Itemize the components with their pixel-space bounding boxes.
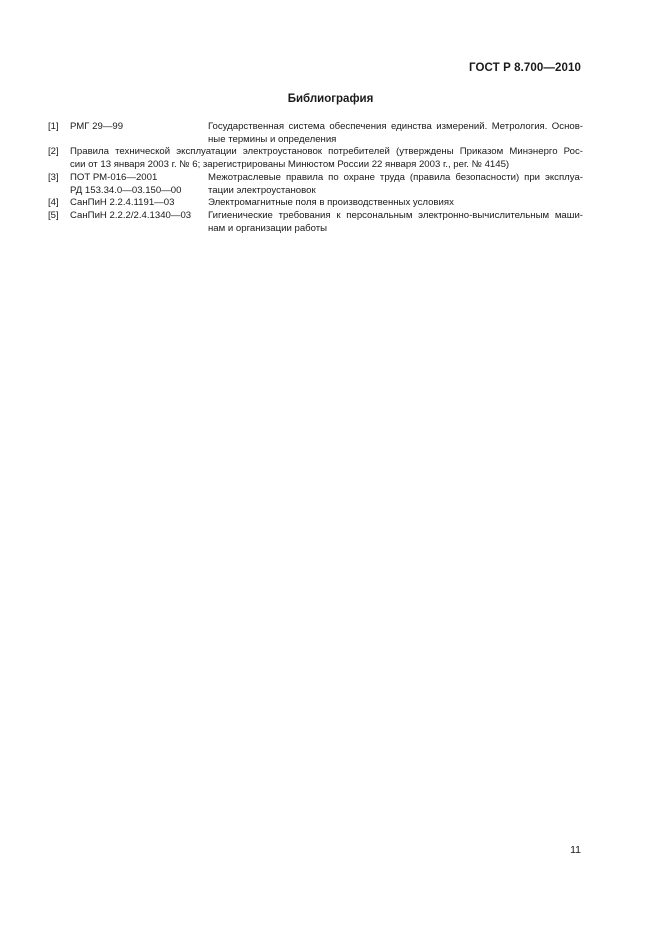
bibliography-entry xyxy=(48,172,583,197)
entry-description-line: нам и организации работы xyxy=(208,222,328,234)
bibliography-entry xyxy=(48,197,583,210)
bibliography-entry xyxy=(48,146,583,171)
entry-description-line: ные термины и определения xyxy=(208,133,337,145)
entry-full-text-line: сии от 13 января 2003 г. № 6; зарегистрированы Минюстом России 22 января 2003 г., рег. № 4145) xyxy=(70,159,510,171)
entry-description-line: тации электроустановок xyxy=(208,184,316,196)
entry-description xyxy=(208,197,583,210)
entry-full-text-line: Правила технической эксплуатации электроустановок потребителей (утверждены Приказом Минэнерго Рос- xyxy=(70,146,583,158)
bibliography-list xyxy=(48,121,583,235)
entry-number: [1] xyxy=(48,121,59,132)
bibliography-entry xyxy=(48,121,583,146)
entry-reference-line: СанПиН 2.2.2/2.4.1340—03 xyxy=(70,209,192,221)
entry-number: [4] xyxy=(48,197,59,209)
entry-number: [5] xyxy=(48,209,59,221)
entry-reference-line: СанПиН 2.2.4.1191—03 xyxy=(70,197,175,209)
entry-reference-line: ПОТ РМ-016—2001 xyxy=(70,171,158,183)
entry-reference-line: РД 153.34.0—03.150—00 xyxy=(70,184,182,196)
entry-reference xyxy=(70,121,205,134)
entry-reference xyxy=(70,197,205,210)
entry-number: [3] xyxy=(48,171,59,183)
entry-description-line: Электромагнитные поля в производственных условиях xyxy=(208,197,454,209)
entry-description-line: Гигиенические требования к персональным электронно-вычислительным маши- xyxy=(208,209,583,221)
entry-full-text xyxy=(70,146,583,171)
entry-description xyxy=(208,121,583,146)
entry-reference xyxy=(70,172,205,197)
entry-description-line: Государственная система обеспечения единства измерений. Метрология. Основ- xyxy=(208,121,583,132)
bibliography-entry xyxy=(48,210,583,235)
entry-description xyxy=(208,210,583,235)
entry-reference-line: РМГ 29—99 xyxy=(70,121,124,132)
entry-reference xyxy=(70,210,205,223)
document-code: ГОСТ Р 8.700—2010 xyxy=(469,62,581,74)
entry-number: [2] xyxy=(48,146,59,158)
entry-description-line: Межотраслевые правила по охране труда (правила безопасности) при эксплуа- xyxy=(208,171,583,183)
section-title: Библиография xyxy=(287,93,374,105)
entry-description xyxy=(208,172,583,197)
page-number: 11 xyxy=(570,844,581,856)
